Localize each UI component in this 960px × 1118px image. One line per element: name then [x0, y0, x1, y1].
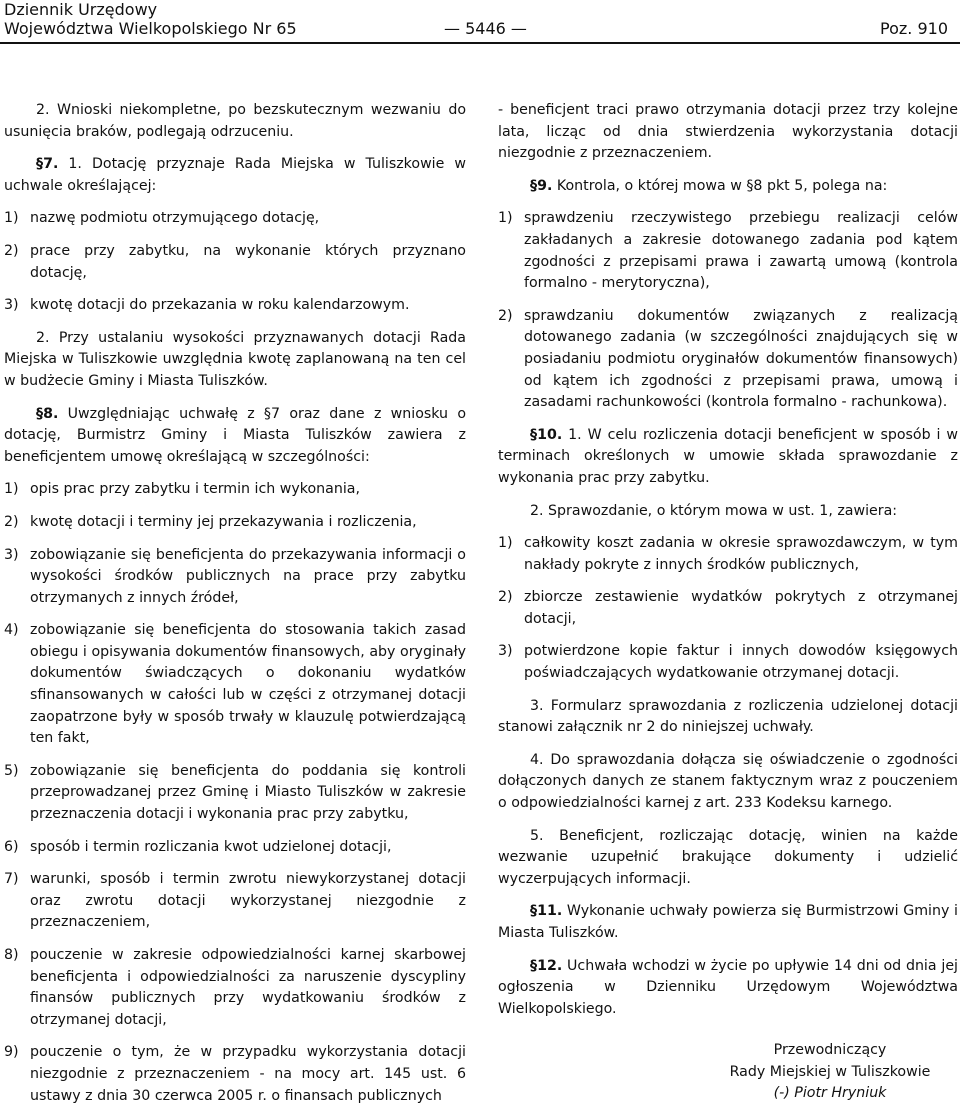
item-text: pouczenie w zakresie odpowiedzialności karnej skarbowej beneficjenta i odpowiedzialności za naruszenie dyscypliny finansów publicznych przy wydatkowaniu środków z otrzymanej dotacji, [30, 947, 466, 1028]
list-item [4, 479, 466, 501]
section-symbol: §9. [530, 177, 553, 194]
list-item [498, 587, 958, 630]
section-text: Wykonanie uchwały powierza się Burmistrzowi Gminy i Miasta Tuliszków. [498, 903, 958, 941]
list-item [498, 208, 958, 294]
list-item [4, 241, 466, 284]
item-text: całkowity koszt zadania w okresie sprawozdawczym, w tym nakłady pokryte z innych środków publicznych, [524, 535, 958, 573]
paragraph: 5. Beneficjent, rozliczając dotację, winien na każde wezwanie uzupełnić brakujące dokumenty i udzielić wyczerpujących informacji. [498, 827, 958, 887]
paragraph: 2. Sprawozdanie, o którym mowa w ust. 1, zawiera: [530, 502, 898, 519]
signatory-name: (-) Piotr Hryniuk [773, 1085, 887, 1102]
item-text: sprawdzaniu dokumentów związanych z realizacją dotowanego zadania (w szczególności znajdujących się w posiadaniu podmiotu oryginałów dokumentów finansowych) od kątem ich zgodności z przepisami prawa, umową i zasadami rachunkowości (kontrola formalno - rachunkowa). [524, 307, 958, 411]
item-number: 3) [4, 546, 19, 563]
list-item [4, 1042, 466, 1107]
section-8 [4, 404, 466, 469]
item-text: zbiorcze zestawienie wydatków pokrytych z otrzymanej dotacji, [524, 589, 958, 627]
header-divider [0, 42, 960, 44]
list-item [4, 869, 466, 934]
item-text: sposób i termin rozliczania kwot udzielonej dotacji, [30, 838, 392, 855]
section-text: Uwzględniając uchwałę z §7 oraz dane z wniosku o dotację, Burmistrz Gminy i Miasta Tuliszków zawiera z beneficjentem umowę określającą w szczególności: [4, 405, 466, 465]
item-number: 1) [4, 210, 19, 227]
item-number: 4) [4, 622, 19, 639]
position-number: Poz. 910 [880, 19, 948, 38]
right-column [498, 100, 958, 1031]
item-text: sprawdzeniu rzeczywistego przebiegu realizacji celów zakładanych a zakresie dotowanego zadania pod kątem zgodności z przepisami prawa i zawartą umową (kontrola formalno - merytoryczna), [524, 210, 958, 292]
list-item [4, 512, 466, 534]
section-symbol: §12. [530, 957, 563, 974]
section-symbol: §7. [36, 156, 59, 173]
item-text: nazwę podmiotu otrzymującego dotację, [30, 210, 320, 227]
item-text: prace przy zabytku, na wykonanie których przyznano dotację, [30, 242, 466, 281]
item-number: 1) [4, 481, 19, 498]
item-number: 2) [4, 242, 19, 259]
section-10 [498, 425, 958, 490]
list-item [4, 620, 466, 750]
list-item [4, 761, 466, 826]
item-text: warunki, sposób i termin zwrotu niewykorzystanej dotacji oraz zwrotu dotacji wykorzystanej niezgodnie z przeznaczeniem, [30, 871, 466, 931]
section-text: 1. W celu rozliczenia dotacji beneficjent w sposób i w terminach określonych w umowie składa sprawozdanie z wykonania prac przy zabytku. [498, 426, 958, 486]
list-item [498, 641, 958, 684]
signatory-body: Rady Miejskiej w Tuliszkowie [729, 1063, 931, 1080]
section-symbol: §10. [530, 426, 563, 443]
list-item [4, 545, 466, 610]
item-number: 2) [498, 307, 513, 324]
section-text: Kontrola, o której mowa w §8 pkt 5, polega na: [552, 177, 888, 194]
item-text: opis prac przy zabytku i termin ich wykonania, [30, 481, 360, 498]
paragraph: 4. Do sprawozdania dołącza się oświadczenie o zgodności dołączonych danych ze stanem faktycznym wraz z pouczeniem o odpowiedzialności karnej z art. 233 Kodeksu karnego. [498, 751, 958, 812]
item-number: 7) [4, 871, 19, 888]
item-number: 9) [4, 1044, 19, 1061]
section-text: Uchwała wchodzi w życie po upływie 14 dni od dnia jej ogłoszenia w Dzienniku Urzędowym Województwa Wielkopolskiego. [498, 957, 958, 1017]
item-number: 8) [4, 947, 19, 963]
item-number: 3) [498, 643, 513, 660]
signatory-title: Przewodniczący [773, 1042, 887, 1058]
item-number: 5) [4, 762, 19, 779]
item-text: pouczenie o tym, że w przypadku wykorzystania dotacji niezgodnie z przeznaczeniem - na mocy art. 145 ust. 6 ustawy z dnia 30 czerwca 2005 r. o finansach publicznych [30, 1044, 466, 1104]
list-item [4, 295, 466, 317]
page-header [0, 0, 960, 44]
list-item [4, 208, 466, 230]
journal-subtitle: Województwa Wielkopolskiego Nr 65 [4, 19, 297, 38]
section-11 [498, 901, 958, 944]
item-number: 2) [4, 513, 19, 530]
list-item [498, 533, 958, 576]
list-item [498, 306, 958, 414]
item-text: zobowiązanie się beneficjenta do poddania się kontroli przeprowadzanej przez Gminę i Miasto Tuliszków w zakresie przeznaczenia dotacji i wykonania prac przy zabytku, [30, 762, 466, 823]
journal-title: Dziennik Urzędowy [4, 0, 158, 19]
section-text: 1. Dotację przyznaje Rada Miejska w Tuliszkowie w uchwale określającej: [4, 156, 466, 194]
item-text: kwotę dotacji do przekazania w roku kalendarzowym. [30, 297, 410, 314]
signature-block [700, 1040, 960, 1105]
paragraph: 2. Wnioski niekompletne, po bezskutecznym wezwaniu do usunięcia braków, podlegają odrzuceniu. [4, 102, 466, 140]
item-text: kwotę dotacji i terminy jej przekazywania i rozliczenia, [30, 513, 417, 530]
section-12 [498, 956, 958, 1021]
paragraph: 2. Przy ustalaniu wysokości przyznawanych dotacji Rada Miejska w Tuliszkowie uwzględnia kwotę zaplanowaną na ten cel w budżecie Gminy i Miasta Tuliszków. [4, 329, 466, 389]
paragraph: 3. Formularz sprawozdania z rozliczenia udzielonej dotacji stanowi załącznik nr 2 do niniejszej uchwały. [498, 697, 958, 736]
item-number: 1) [498, 210, 513, 227]
item-text: potwierdzone kopie faktur i innych dowodów księgowych poświadczających wydatkowanie otrzymanej dotacji. [524, 643, 958, 682]
item-number: 1) [498, 535, 513, 552]
item-text: zobowiązanie się beneficjenta do stosowania takich zasad obiegu i opisywania dokumentów finansowych, aby oryginały dokumentów świadczących o dokonaniu wydatków sfinansowanych w całości lub w części z otrzymanej dotacji zaopatrzone były w sposób trwały w klauzulę potwierdzającą ten fakt, [30, 622, 466, 747]
item-number: 2) [498, 589, 513, 606]
item-number: 3) [4, 297, 19, 314]
item-number: 6) [4, 838, 19, 855]
list-item [4, 945, 466, 1031]
left-column [4, 100, 466, 1118]
list-item [4, 837, 466, 859]
section-7 [4, 154, 466, 197]
section-9 [498, 176, 958, 198]
section-symbol: §11. [530, 903, 563, 920]
paragraph: - beneficjent traci prawo otrzymania dotacji przez trzy kolejne lata, licząc od dnia stwierdzenia wykorzystania dotacji niezgodnie z przeznaczeniem. [498, 102, 958, 162]
section-symbol: §8. [36, 405, 59, 422]
item-text: zobowiązanie się beneficjenta do przekazywania informacji o wysokości środków publicznych na prace przy zabytku otrzymanych z innych źródeł, [30, 546, 466, 606]
page-number: — 5446 — [444, 19, 527, 38]
